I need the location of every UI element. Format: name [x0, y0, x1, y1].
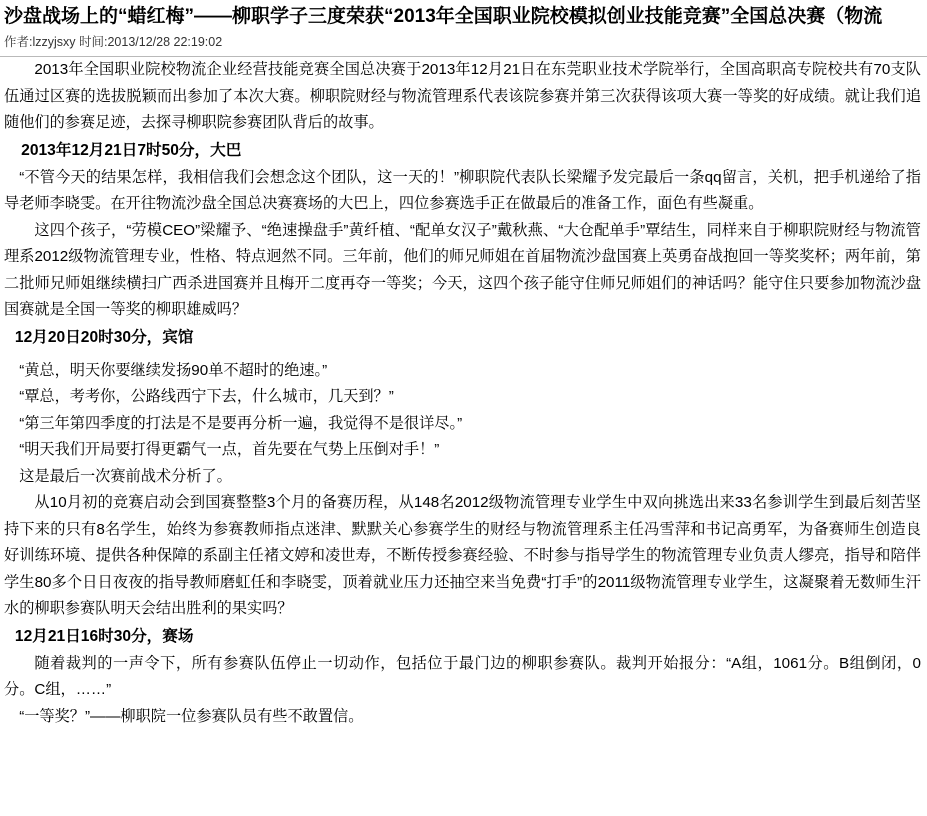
article-meta-text: 作者:lzzyjsxy 时间:2013/12/28 22:19:02: [4, 35, 223, 49]
paragraph-s2-quote-1: “黄总，明天你要继续发扬90单不超时的绝速。”: [19, 361, 328, 379]
paragraph-s1-p1: “不管今天的结果怎样，我相信我们会想念这个团队，这一天的！”柳职院代表队长梁耀予发完最后一条qq留言，关机，把手机递给了指导老师李晓雯。在开往物流沙盘全国总决赛赛场的大巴上，四位参赛选手正在做最后的准备工作，面色有些凝重。: [4, 168, 921, 212]
paragraph-s3-p1: 随着裁判的一声令下，所有参赛队伍停止一切动作，包括位于最门边的柳职参赛队。裁判开始报分：“A组，1061分。B组倒闭，0分。C组，……”: [4, 654, 921, 698]
paragraph-s2-p1: 从10月初的竞赛启动会到国赛整整3个月的备赛历程，从148名2012级物流管理专业学生中双向挑选出来33名参训学生到最后刻苦坚持下来的只有8名学生，始终为参赛教师指点迷津、默默关心参赛学生的财经与物流管理系主任冯雪萍和书记高勇军，为备赛师生创造良好训练环境、提供各种保障的系副主任褚文婷和凌世寿，不断传授参赛经验、不时参与指导学生的物流管理专业负责人缪亮，指导和陪伴学生80多个日日夜夜的指导教师磨虹任和李晓雯，顶着就业压力还抽空来当免费“打手”的2011级物流管理专业学生，这凝聚着无数师生汗水的柳职参赛队明天会结出胜利的果实吗？: [4, 494, 921, 617]
paragraph-s2-quote-4: “明天我们开局要打得更霸气一点，首先要在气势上压倒对手！”: [19, 441, 440, 458]
article-body: [0, 57, 927, 730]
paragraph-intro: 2013年全国职业院校物流企业经营技能竞赛全国总决赛于2013年12月21日在东莞职业技术学院举行，全国高职高专院校共有70支队伍通过区赛的选拔脱颖而出参加了本次大赛。柳职院财经与物流管理系代表该院参赛并第三次获得该项大赛一等奖的好成绩。就让我们追随他们的参赛足迹，去探寻柳职院参赛团队背后的故事。: [4, 61, 921, 131]
paragraph-s2-quote-2: “覃总，考考你，公路线西宁下去，什么城市，几天到？”: [19, 388, 394, 405]
paragraph-s2-quote-3: “第三年第四季度的打法是不是要再分析一遍，我觉得不是很详尽。”: [19, 414, 463, 432]
paragraph-s3-p2: “一等奖？”——柳职院一位参赛队员有些不敢置信。: [19, 707, 364, 725]
article-meta: [0, 32, 927, 54]
page-title: 沙盘战场上的“蜡红梅”——柳职学子三度荣获“2013年全国职业院校模拟创业技能竞赛”全国总决赛（物流: [4, 6, 883, 27]
paragraph-s2-quote-5: 这是最后一次赛前战术分析了。: [19, 467, 232, 485]
section-heading-2: 12月20日20时30分，宾馆: [14, 328, 194, 346]
paragraph-s1-p2: 这四个孩子，“劳模CEO”梁耀予、“绝速操盘手”黄纤植、“配单女汉子”戴秋燕、“大仓配单手”覃结生，同样来自于柳职院财经与物流管理系2012级物流管理专业，性格、特点迥然不同。三年前，他们的师兄师姐在首届物流沙盘国赛上英勇奋战抱回一等奖奖杯；两年前，第二批师兄师姐继续横扫广西杀进国赛并且梅开二度再夺一等奖；今天，这四个孩子能守住师兄师姐们的神话吗？能守住只要参加物流沙盘国赛就是全国一等奖的柳职雄威吗？: [4, 221, 921, 318]
section-heading-1: 2013年12月21日7时50分，大巴: [21, 141, 242, 159]
section-heading-3: 12月21日16时30分，赛场: [14, 627, 194, 645]
